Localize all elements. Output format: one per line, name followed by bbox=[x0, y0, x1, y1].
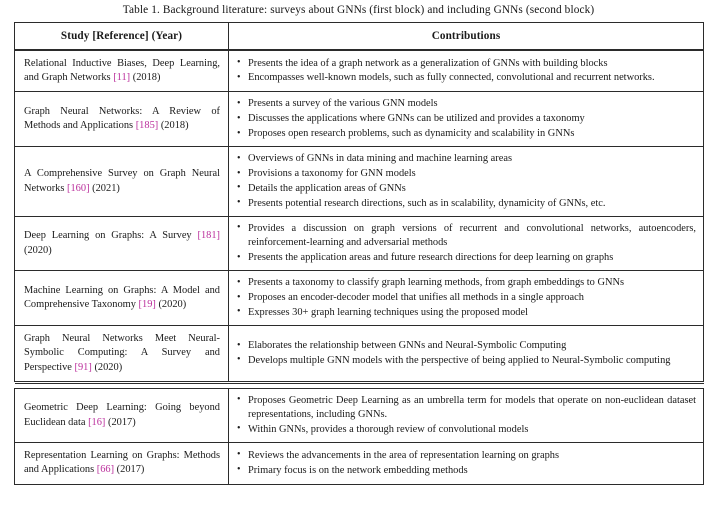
contributions-list bbox=[235, 276, 696, 320]
study-cell: Deep Learning on Graphs: A Survey [181] (2020) bbox=[15, 216, 229, 270]
table-caption bbox=[0, 0, 717, 17]
study-cell: Relational Inductive Biases, Deep Learning, and Graph Networks [11] (2018) bbox=[15, 50, 229, 92]
study-cell: Graph Neural Networks Meet Neural-Symbolic Computing: A Survey and Perspective [91] (2020) bbox=[15, 326, 229, 382]
list-item: • Discusses the applications where GNNs can be utilized and provides a taxonomy bbox=[235, 112, 696, 126]
contributions-cell bbox=[229, 271, 704, 326]
study-title: Graph Neural Networks Meet Neural-Symbolic Computing: A Survey and Perspective bbox=[24, 333, 220, 373]
block-including-gnns bbox=[15, 388, 704, 484]
contributions-list bbox=[235, 394, 696, 437]
contributions-cell bbox=[229, 92, 704, 147]
study-title: Relational Inductive Biases, Deep Learning, and Graph Networks bbox=[24, 58, 220, 84]
table-row bbox=[15, 92, 704, 147]
column-header-study: Study [Reference] (Year) bbox=[15, 23, 229, 51]
table-row bbox=[15, 443, 704, 484]
study-title: A Comprehensive Survey on Graph Neural Networks bbox=[24, 168, 220, 194]
list-item: • Primary focus is on the network embedding methods bbox=[235, 464, 696, 478]
list-item: • Presents a taxonomy to classify graph learning methods, from graph embeddings to GNNs bbox=[235, 276, 696, 290]
list-item: • Overviews of GNNs in data mining and machine learning areas bbox=[235, 152, 696, 166]
contributions-list bbox=[235, 97, 696, 141]
list-item: • Proposes open research problems, such as dynamicity and scalability in GNNs bbox=[235, 127, 696, 141]
study-year: 2020 bbox=[161, 299, 183, 311]
block-separator-rule bbox=[15, 381, 704, 388]
study-title: Machine Learning on Graphs: A Model and Comprehensive Taxonomy bbox=[24, 285, 220, 311]
contributions-list bbox=[235, 339, 696, 368]
study-cell: Machine Learning on Graphs: A Model and Comprehensive Taxonomy [19] (2020) bbox=[15, 271, 229, 326]
study-cell: Graph Neural Networks: A Review of Methods and Applications [185] (2018) bbox=[15, 92, 229, 147]
study-title: Deep Learning on Graphs: A Survey bbox=[24, 230, 192, 242]
column-header-contributions: Contributions bbox=[229, 23, 704, 51]
study-reference: [160] bbox=[67, 182, 90, 194]
study-cell: Geometric Deep Learning: Going beyond Euclidean data [16] (2017) bbox=[15, 388, 229, 442]
list-item: • Presents the idea of a graph network as a generalization of GNNs with building blocks bbox=[235, 57, 696, 71]
contributions-list bbox=[235, 222, 696, 265]
list-item: • Within GNNs, provides a thorough review of convolutional models bbox=[235, 423, 696, 437]
table-row bbox=[15, 388, 704, 442]
study-year: 2017 bbox=[111, 416, 133, 428]
caption-text: Table 1. Background literature: surveys about GNNs (first block) and including GNNs (second block) bbox=[122, 4, 595, 16]
list-item: • Expresses 30+ graph learning techniques using the proposed model bbox=[235, 306, 696, 320]
contributions-cell bbox=[229, 326, 704, 382]
study-title: Geometric Deep Learning: Going beyond Euclidean data bbox=[24, 402, 220, 428]
study-year: 2018 bbox=[136, 72, 157, 84]
list-item: • Presents the application areas and future research directions for deep learning on graphs bbox=[235, 251, 696, 265]
study-year: 2018 bbox=[164, 120, 186, 132]
table-head bbox=[15, 23, 704, 51]
contributions-list bbox=[235, 449, 696, 478]
study-reference: [19] bbox=[138, 299, 156, 311]
study-year: 2021 bbox=[95, 182, 117, 194]
table-row bbox=[15, 50, 704, 92]
contributions-cell bbox=[229, 147, 704, 217]
table-row bbox=[15, 271, 704, 326]
list-item: • Encompasses well-known models, such as fully connected, convolutional and recurrent networks. bbox=[235, 71, 696, 85]
list-item: • Elaborates the relationship between GNNs and Neural-Symbolic Computing bbox=[235, 339, 696, 353]
study-reference: [185] bbox=[135, 120, 159, 132]
study-reference: [16] bbox=[88, 416, 106, 428]
list-item: • Develops multiple GNN models with the perspective of being applied to Neural-Symbolic computing bbox=[235, 354, 696, 368]
list-item: • Reviews the advancements in the area of representation learning on graphs bbox=[235, 449, 696, 463]
list-item: • Proposes an encoder-decoder model that unifies all methods in a single approach bbox=[235, 291, 696, 305]
list-item: • Presents a survey of the various GNN models bbox=[235, 97, 696, 111]
contributions-cell bbox=[229, 216, 704, 270]
header-row bbox=[15, 23, 704, 51]
study-reference: [91] bbox=[74, 361, 92, 373]
study-cell: Representation Learning on Graphs: Methods and Applications [66] (2017) bbox=[15, 443, 229, 484]
contributions-cell bbox=[229, 443, 704, 484]
table-row bbox=[15, 326, 704, 382]
background-literature-table bbox=[14, 22, 704, 485]
block-surveys-about-gnns bbox=[15, 50, 704, 381]
list-item: • Proposes Geometric Deep Learning as an umbrella term for models that operate on non-euclidean dataset representations, including GNNs. bbox=[235, 394, 696, 423]
list-item: • Provisions a taxonomy for GNN models bbox=[235, 167, 696, 181]
block-separator-gap bbox=[15, 381, 704, 388]
study-year: 2020 bbox=[27, 244, 49, 256]
study-reference: [11] bbox=[113, 72, 131, 84]
study-title: Graph Neural Networks: A Review of Methods and Applications bbox=[24, 106, 220, 132]
contributions-cell bbox=[229, 50, 704, 92]
table-row bbox=[15, 147, 704, 217]
block-separator bbox=[15, 381, 704, 388]
study-reference: [181] bbox=[197, 230, 220, 242]
study-year: 2017 bbox=[120, 464, 141, 476]
study-reference: [66] bbox=[96, 464, 115, 476]
list-item: • Presents potential research directions, such as in scalability, dynamicity of GNNs, etc. bbox=[235, 197, 696, 211]
list-item: • Details the application areas of GNNs bbox=[235, 182, 696, 196]
list-item: • Provides a discussion on graph versions of recurrent and convolutional networks, autoencoders, reinforcement-learning and adversarial methods bbox=[235, 222, 696, 251]
contributions-list bbox=[235, 57, 696, 86]
table-container bbox=[14, 22, 703, 485]
table-row bbox=[15, 216, 704, 270]
study-cell: A Comprehensive Survey on Graph Neural Networks [160] (2021) bbox=[15, 147, 229, 217]
study-title: Representation Learning on Graphs: Methods and Applications bbox=[24, 450, 220, 476]
contributions-cell bbox=[229, 388, 704, 442]
study-year: 2020 bbox=[97, 361, 119, 373]
separator-line bbox=[15, 383, 704, 384]
contributions-list bbox=[235, 152, 696, 211]
